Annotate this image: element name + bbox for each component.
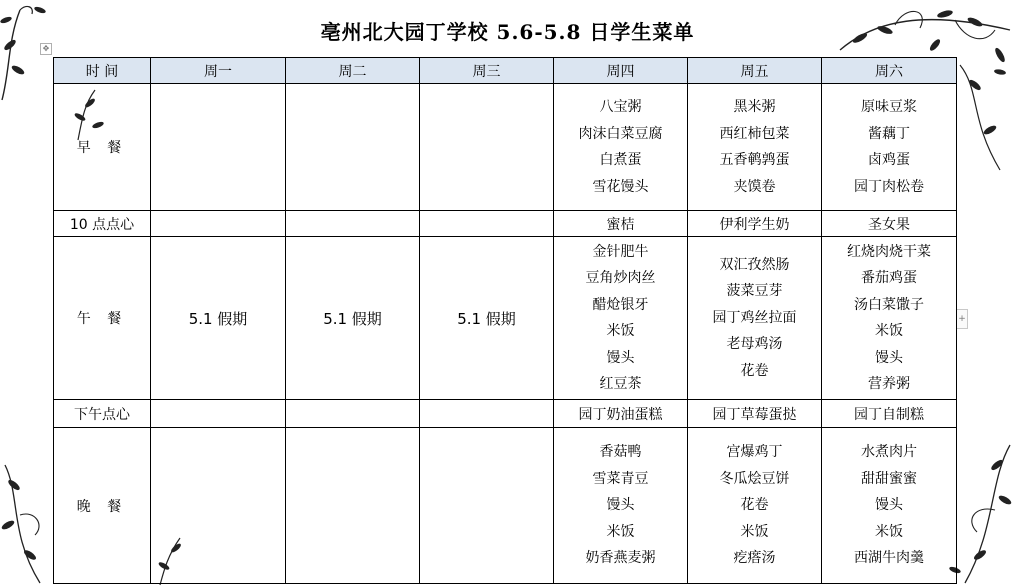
menu-item: 米饭 xyxy=(875,323,903,339)
menu-item: 西湖牛肉羹 xyxy=(854,550,924,567)
menu-item: 双汇孜然肠 xyxy=(719,256,790,273)
menu-item: 汤白菜馓子 xyxy=(854,296,924,313)
menu-item: 夹馍卷 xyxy=(733,178,776,195)
page-title: 亳州北大园丁学校 5.6-5.8 日学生菜单 xyxy=(320,20,695,44)
cell-lunch-friday xyxy=(688,237,822,400)
row-label-breakfast: 早 餐 xyxy=(54,84,151,211)
cell-snack2-thursday: 园丁奶油蛋糕 xyxy=(554,400,688,428)
menu-item: 原味豆浆 xyxy=(861,99,917,115)
menu-item: 醋炝银牙 xyxy=(592,296,649,313)
menu-item: 雪菜青豆 xyxy=(592,470,649,487)
cell-snack2-tuesday xyxy=(286,400,420,428)
header-tuesday: 周二 xyxy=(286,58,420,84)
menu-item: 营养粥 xyxy=(868,376,910,392)
cell-breakfast-tuesday xyxy=(286,84,420,211)
menu-item: 馒头 xyxy=(875,497,903,514)
header-friday: 周五 xyxy=(688,58,822,84)
cell-breakfast-monday xyxy=(151,84,286,211)
cell-lunch-thursday xyxy=(554,237,688,400)
menu-item: 五香鹌鹑蛋 xyxy=(719,152,790,168)
menu-item: 花卷 xyxy=(740,362,769,379)
cell-lunch-monday: 5.1 假期 xyxy=(151,237,286,400)
cell-snack1-tuesday xyxy=(286,211,420,237)
menu-item: 花卷 xyxy=(740,497,769,514)
menu-item: 冬瓜烩豆饼 xyxy=(719,470,790,487)
cell-breakfast-wednesday xyxy=(420,84,554,211)
cell-snack2-wednesday xyxy=(420,400,554,428)
menu-item: 米饭 xyxy=(606,323,635,339)
cell-snack1-wednesday xyxy=(420,211,554,237)
table-move-handle-icon[interactable]: ✥ xyxy=(40,43,52,55)
menu-item: 菠菜豆芽 xyxy=(726,283,783,300)
row-label-afternoon-snack: 下午点心 xyxy=(54,400,151,428)
menu-table xyxy=(53,57,957,584)
decorative-vine-right xyxy=(950,60,1015,180)
cell-lunch-tuesday: 5.1 假期 xyxy=(286,237,420,400)
cell-snack1-thursday: 蜜桔 xyxy=(554,211,688,237)
menu-item: 豆角炒肉丝 xyxy=(585,270,656,286)
row-label-morning-snack: 10 点点心 xyxy=(54,211,151,237)
menu-item: 白煮蛋 xyxy=(599,152,642,168)
cell-lunch-wednesday: 5.1 假期 xyxy=(420,237,554,400)
menu-item: 老母鸡汤 xyxy=(726,336,783,353)
header-wednesday: 周三 xyxy=(420,58,554,84)
cell-dinner-monday xyxy=(151,428,286,584)
row-label-lunch: 午 餐 xyxy=(54,237,151,400)
menu-item: 红烧肉烧干菜 xyxy=(847,243,931,260)
decorative-vine-bottom-left xyxy=(0,455,60,586)
cell-snack1-monday xyxy=(151,211,286,237)
menu-item: 馒头 xyxy=(606,497,635,514)
cell-snack2-monday xyxy=(151,400,286,428)
menu-item: 番茄鸡蛋 xyxy=(861,270,917,286)
table-header-row xyxy=(54,58,957,84)
menu-item: 园丁鸡丝拉面 xyxy=(712,309,797,326)
cell-dinner-friday xyxy=(688,428,822,584)
table-row-dinner xyxy=(54,428,957,584)
cell-breakfast-friday xyxy=(688,84,822,211)
cell-breakfast-thursday xyxy=(554,84,688,211)
row-label-dinner: 晚 餐 xyxy=(54,428,151,584)
menu-item: 八宝粥 xyxy=(599,99,642,115)
menu-item: 卤鸡蛋 xyxy=(868,152,910,168)
cell-snack2-saturday: 园丁自制糕 xyxy=(822,400,957,428)
cell-dinner-saturday xyxy=(822,428,957,584)
cell-snack1-friday: 伊利学生奶 xyxy=(688,211,822,237)
header-time: 时 间 xyxy=(54,58,151,84)
table-row-afternoon-snack xyxy=(54,400,957,428)
menu-item: 西红柿包菜 xyxy=(719,125,790,142)
cell-breakfast-saturday xyxy=(822,84,957,211)
cell-dinner-wednesday xyxy=(420,428,554,584)
menu-item: 米饭 xyxy=(875,523,903,540)
menu-item: 黑米粥 xyxy=(733,99,776,115)
header-thursday: 周四 xyxy=(554,58,688,84)
table-row-morning-snack xyxy=(54,211,957,237)
add-column-icon[interactable]: + xyxy=(956,309,968,329)
table-row-lunch xyxy=(54,237,957,400)
table-row-breakfast xyxy=(54,84,957,211)
menu-item: 甜甜蜜蜜 xyxy=(861,470,917,487)
menu-item: 酱藕丁 xyxy=(868,125,910,142)
menu-item: 米饭 xyxy=(740,523,769,540)
menu-item: 红豆茶 xyxy=(599,376,642,392)
cell-snack2-friday: 园丁草莓蛋挞 xyxy=(688,400,822,428)
menu-item: 宫爆鸡丁 xyxy=(726,444,783,461)
cell-dinner-thursday xyxy=(554,428,688,584)
cell-snack1-saturday: 圣女果 xyxy=(822,211,957,237)
menu-item: 园丁肉松卷 xyxy=(854,178,924,195)
menu-item: 奶香燕麦粥 xyxy=(585,550,656,567)
menu-item: 疙瘩汤 xyxy=(733,550,776,567)
header-saturday: 周六 xyxy=(822,58,957,84)
cell-lunch-saturday xyxy=(822,237,957,400)
menu-item: 馒头 xyxy=(606,349,635,366)
menu-item: 雪花馒头 xyxy=(592,178,649,195)
menu-item: 水煮肉片 xyxy=(861,444,917,461)
cell-dinner-tuesday xyxy=(286,428,420,584)
header-monday: 周一 xyxy=(151,58,286,84)
menu-item: 香菇鸭 xyxy=(599,444,642,461)
menu-item: 金针肥牛 xyxy=(592,243,649,260)
menu-item: 肉沫白菜豆腐 xyxy=(578,125,663,142)
menu-item: 米饭 xyxy=(606,523,635,540)
menu-item: 馒头 xyxy=(875,349,903,366)
